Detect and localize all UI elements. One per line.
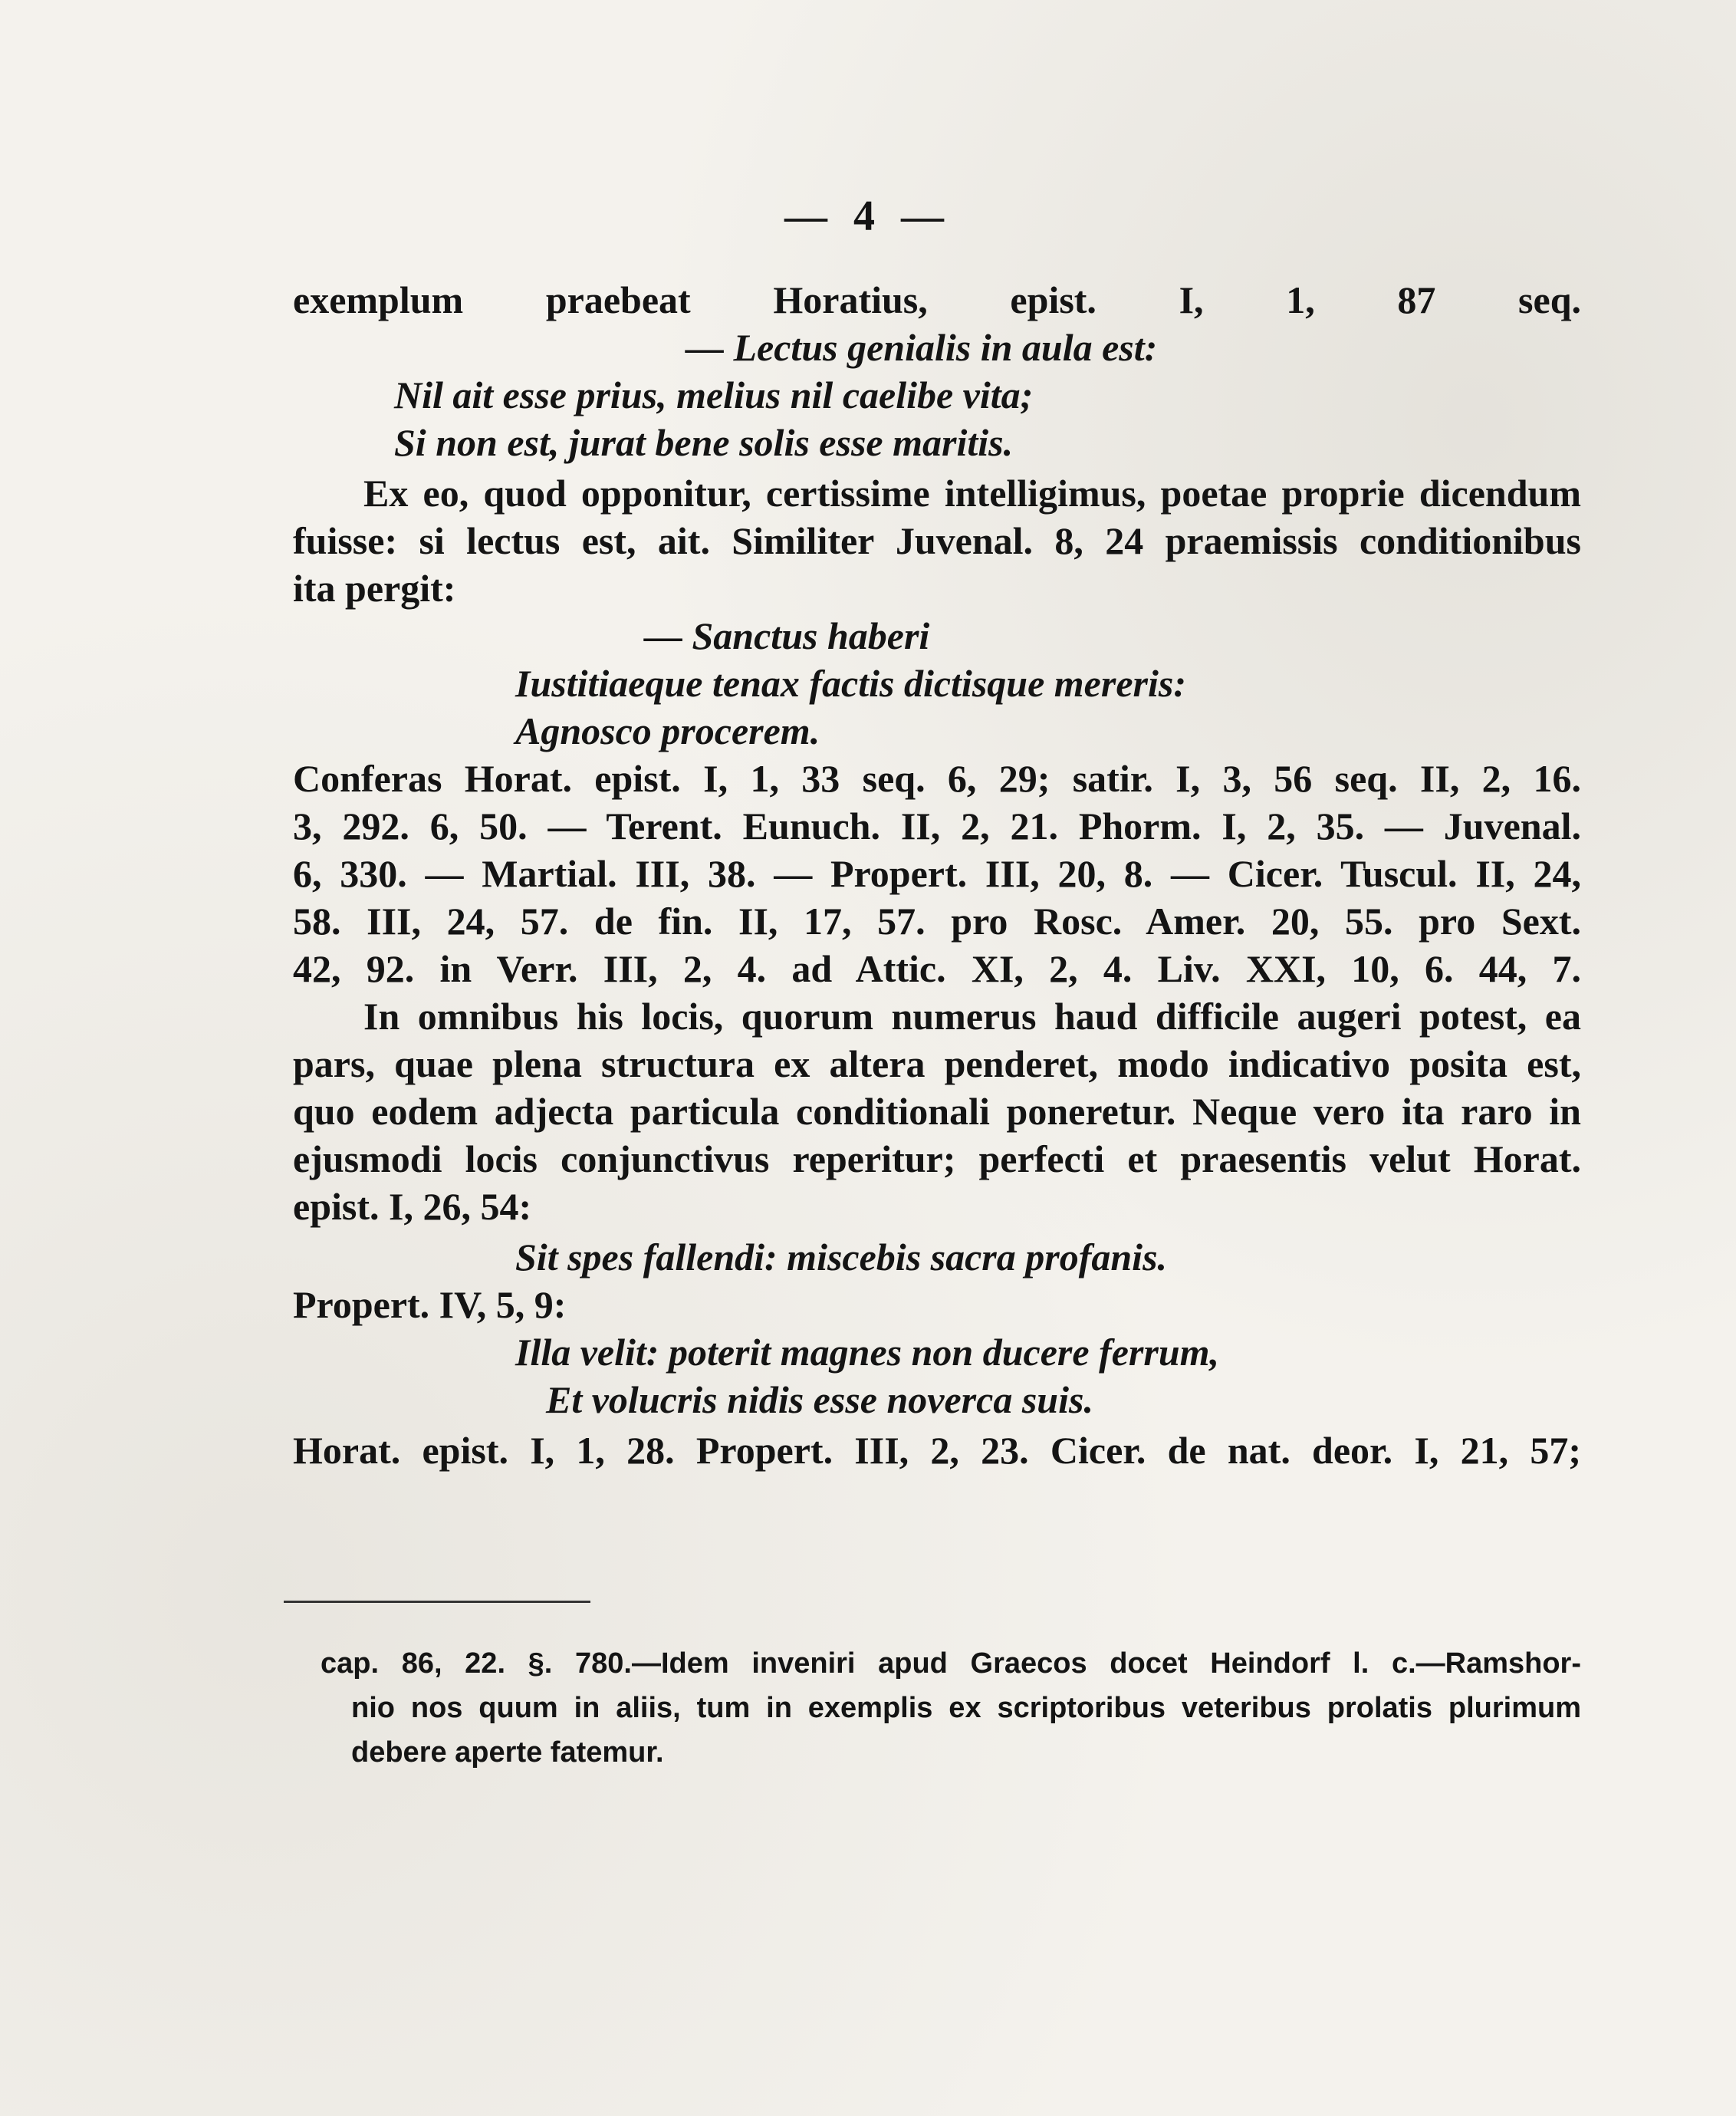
footnote-line: nio nos quum in aliis, tum in exemplis ex scriptoribus veteribus prolatis plurimum	[351, 1692, 1581, 1724]
text-line: Conferas Horat. epist. I, 1, 33 seq. 6, 29; satir. I, 3, 56 seq. II, 2, 16.	[293, 757, 1581, 800]
page-number: — 4 —	[784, 193, 952, 240]
footnote-divider	[284, 1601, 590, 1603]
footnote-line: cap. 86, 22. §. 780.—Idem inveniri apud Graecos docet Heindorf l. c.—Ramshor-	[321, 1647, 1581, 1680]
text-line: quo eodem adjecta particula conditionali poneretur. Neque vero ita raro in	[293, 1090, 1581, 1133]
verse-line: Agnosco procerem.	[515, 709, 820, 752]
verse-line: Si non est, jurat bene solis esse maritis.	[394, 421, 1014, 464]
text-line: pars, quae plena structura ex altera penderet, modo indicativo posita est,	[293, 1042, 1581, 1085]
verse-line: Nil ait esse prius, melius nil caelibe vita;	[394, 374, 1034, 416]
text-line: ita pergit:	[293, 567, 456, 610]
text-line: In omnibus his locis, quorum numerus haud difficile augeri potest, ea	[363, 995, 1581, 1038]
text-line: ejusmodi locis conjunctivus reperitur; perfecti et praesentis velut Horat.	[293, 1137, 1581, 1180]
text-line: 6, 330. — Martial. III, 38. — Propert. III, 20, 8. — Cicer. Tuscul. II, 24,	[293, 852, 1581, 895]
footnote-line: debere aperte fatemur.	[351, 1736, 664, 1769]
footnote	[321, 1641, 1581, 1775]
verse-line: Illa velit: poterit magnes non ducere ferrum,	[515, 1331, 1220, 1374]
main-text	[293, 276, 1581, 1474]
text-line: Propert. IV, 5, 9:	[293, 1283, 567, 1326]
text-line: 3, 292. 6, 50. — Terent. Eunuch. II, 2, 21. Phorm. I, 2, 35. — Juvenal.	[293, 805, 1581, 847]
text-line: 58. III, 24, 57. de fin. II, 17, 57. pro Rosc. Amer. 20, 55. pro Sext.	[293, 900, 1581, 943]
text-line: exemplum praebeat Horatius, epist. I, 1, 87 seq.	[293, 278, 1581, 321]
text-line: Horat. epist. I, 1, 28. Propert. III, 2, 23. Cicer. de nat. deor. I, 21, 57;	[293, 1429, 1581, 1472]
verse-line: — Sanctus haberi	[644, 614, 930, 657]
verse-line: Sit spes fallendi: miscebis sacra profanis.	[515, 1236, 1168, 1278]
text-line: fuisse: si lectus est, ait. Similiter Juvenal. 8, 24 praemissis conditionibus	[293, 519, 1581, 562]
text-line: Ex eo, quod opponitur, certissime intelligimus, poetae proprie dicendum	[363, 472, 1581, 515]
verse-line: Et volucris nidis esse noverca suis.	[546, 1378, 1093, 1421]
text-line: epist. I, 26, 54:	[293, 1185, 532, 1228]
verse-line: — Lectus genialis in aula est:	[686, 326, 1158, 369]
text-line: 42, 92. in Verr. III, 2, 4. ad Attic. XI, 2, 4. Liv. XXI, 10, 6. 44, 7.	[293, 947, 1581, 990]
verse-line: Iustitiaeque tenax factis dictisque mereris:	[515, 662, 1186, 705]
